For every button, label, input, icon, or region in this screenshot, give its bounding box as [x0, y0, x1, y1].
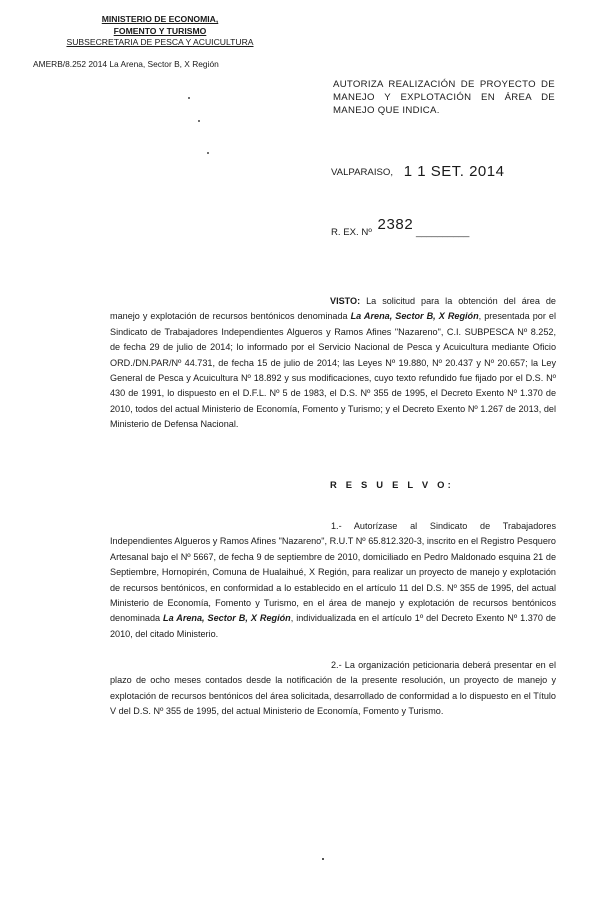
place: VALPARAISO,	[331, 167, 394, 178]
subsecretaria-name: SUBSECRETARIA DE PESCA Y ACUICULTURA	[66, 37, 254, 47]
scan-speck	[188, 97, 190, 99]
article-1-area-name: La Arena, Sector B, X Región	[163, 613, 291, 624]
visto-label: VISTO:	[330, 296, 361, 306]
resolution-article-2	[110, 658, 556, 720]
article-1-text: 1.- Autorízase al Sindicato de Trabajadores Independientes Algueros y Ramos Afines "Nazareno", R.U.T Nº 65.812.320-3, inscrito en el Registro Pesquero Artesanal bajo el Nº 5667, de fecha 9 de septiembre de 2010, domiciliado en Pedro Maldonado esquina 21 de Septiembre, Hornopirén, Comuna de Hualaihué, X Región, para realizar un proyecto de manejo y explotación de recursos bentónicos, en conformidad a lo establecido en el artículo 11 del D.S. Nº 355 de 1995, del actual Ministerio de Economía, Fomento y Turismo, en el área de manejo y explotación de recursos bentónicos denominada	[110, 521, 556, 624]
resolution-article-1	[110, 519, 556, 642]
date-stamp: 1 1 SET. 2014	[403, 163, 505, 180]
visto-text: La solicitud para la obtención del área de manejo y explotación de recursos bentónicos denominada	[110, 296, 556, 322]
scan-speck	[207, 152, 209, 154]
article-1-text-continued: , individualizada en el artículo 1º del Decreto Exento Nº 1.370 de 2010, del citado Ministerio.	[110, 613, 556, 639]
scan-speck	[322, 858, 324, 860]
letterhead	[33, 14, 265, 69]
visto-text-continued: , presentada por el Sindicato de Trabajadores Independientes Algueros y Ramos Afines "Nazareno", C.I. SUBPESCA Nº 8.252, de fecha 29 de julio de 2014; lo informado por el Servicio Nacional de Pesca y Acuicultura mediante Oficio ORD./DN.PAR/Nº 44.731, de fecha 15 de julio de 2014; las Leyes Nº 19.880, Nº 20.437 y Nº 20.657; la Ley General de Pesca y Acuicultura Nº 18.892 y sus modificaciones, cuyo texto refundido fue fijado por el D.S. Nº 430 de 1991, lo dispuesto en el D.F.L. Nº 5 de 1983, el D.S. Nº 355 de 1995, el Decreto Exento Nº 1.370 de 2010, todos del actual Ministerio de Economía, Fomento y Turismo; y el Decreto Exento Nº 1.267 de 2013, del Ministerio de Defensa Nacional.	[110, 311, 556, 430]
visto-area-name: La Arena, Sector B, X Región	[350, 311, 479, 322]
resolution-blank: __________	[415, 227, 470, 238]
resolution-prefix: R. EX. Nº	[331, 227, 372, 238]
article-2-text: 2.- La organización peticionaria deberá presentar en el plazo de ocho meses contados desde la notificación de la presente resolución, un proyecto de manejo y explotación de recursos bentónicos del área solicitada, desarrollado de conformidad a lo dispuesto en el Título V del D.S. Nº 355 de 1995, del actual Ministerio de Economía, Fomento y Turismo.	[110, 660, 556, 717]
scan-speck	[198, 120, 200, 122]
ministry-name-line1: MINISTERIO DE ECONOMIA,	[101, 14, 219, 24]
resolution-number: 2382	[377, 216, 414, 233]
resolution-number-line	[331, 216, 470, 239]
resolution-subject: AUTORIZA REALIZACIÓN DE PROYECTO DE MANEJO Y EXPLOTACIÓN EN ÁREA DE MANEJO QUE INDICA.	[333, 79, 555, 116]
file-reference: AMERB/8.252 2014 La Arena, Sector B, X Región	[33, 59, 219, 69]
ministry-name-line2: FOMENTO Y TURISMO	[113, 25, 207, 36]
resuelvo-heading: R E S U E L V O:	[330, 479, 454, 490]
visto-paragraph	[110, 294, 556, 433]
place-and-date	[331, 162, 504, 179]
